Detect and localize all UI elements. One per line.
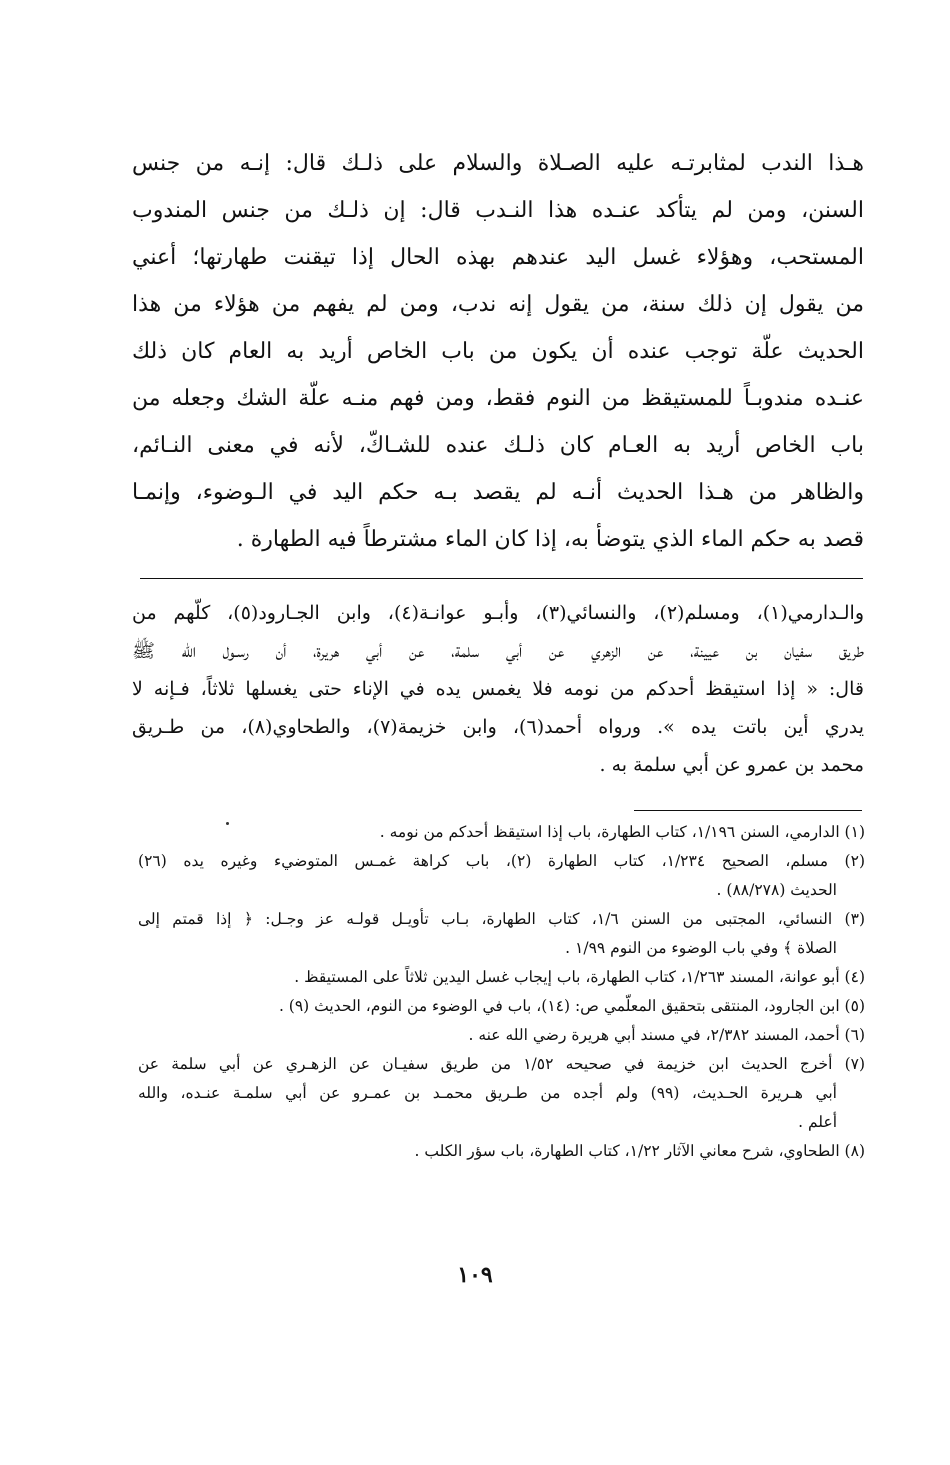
footnote-line: (٢) مسلم، الصحيح ١/٢٣٤، كتاب الطهارة (٢)، باب كراهة غمـس المتوضيء وغيره يده (٢٦) bbox=[138, 852, 865, 870]
continuation-paragraph bbox=[132, 594, 864, 784]
continuation-line: محمد بن عمرو عن أبي سلمة به . bbox=[599, 754, 864, 776]
footnote-3 bbox=[138, 905, 865, 963]
footnote-line: (١) الدارمي، السنن ١/١٩٦، كتاب الطهارة، باب إذا استيقظ أحدكم من نومه . bbox=[379, 823, 865, 841]
main-footnote-divider bbox=[140, 578, 863, 579]
footnote-6 bbox=[138, 1021, 865, 1050]
main-line: الحديث علّة توجب عنده أن يكون من باب الخاص أريد به العام كان ذلك bbox=[132, 339, 864, 364]
footnotes-list bbox=[138, 818, 865, 1166]
footnote-2 bbox=[138, 847, 865, 905]
footnote-line: أعلم . bbox=[798, 1113, 837, 1131]
footnote-4 bbox=[138, 963, 865, 992]
footnote-7 bbox=[138, 1050, 865, 1137]
footnote-line: (٤) أبو عوانة، المسند ١/٢٦٣، كتاب الطهارة، باب إيجاب غسل اليدين ثلاثاً على المستيقظ . bbox=[294, 968, 865, 986]
footnote-line: (٣) النسائي، المجتبى من السنن ١/٦، كتاب الطهارة، بـاب تأويـل قولـه عز وجـل: ﴿ إذا قمتم إلى bbox=[138, 910, 865, 928]
main-line: السنن، ومن لم يتأكد عنـده هذا النـدب قال: إن ذلـك من جنس المندوب bbox=[132, 198, 864, 223]
continuation-line: طريق سفيان بن عيينة، عن الزهري عن أبي سلمة، عن أبي هريرة، أن رسـول الله ﷺ bbox=[132, 640, 864, 662]
footnote-line: الصلاة ﴾ وفي باب الوضوء من النوم ١/٩٩ . bbox=[565, 939, 837, 957]
main-line: باب الخاص أريد به العـام كان ذلـك عنده للشـاكّ، لأنه في معنى النـائم، bbox=[132, 433, 864, 458]
main-line: قصد به حكم الماء الذي يتوضأ به، إذا كان الماء مشترطاً فيه الطهارة . bbox=[236, 527, 864, 552]
footnote-line: (٧) أخرج الحديث ابن خزيمة في صحيحه ١/٥٢ من طريق سفيـان عن الزهـري عن أبي سلمة عن bbox=[138, 1055, 866, 1073]
footnote-line: (٥) ابن الجارود، المنتقى بتحقيق المعلّمي ص: (١٤)، باب في الوضوء من النوم، الحديث (٩) . bbox=[278, 997, 865, 1015]
main-line: والظاهر من هـذا الحديث أنـه لم يقصد بـه حكم اليد في الـوضوء، وإنمـا bbox=[132, 480, 864, 505]
main-line: هـذا الندب لمثابرتـه عليه الصـلاة والسلام على ذلـك قال: إنـه من جنس bbox=[132, 151, 864, 176]
footnote-5 bbox=[138, 992, 865, 1021]
footnotes-divider bbox=[634, 810, 862, 811]
continuation-line: يدري أين باتت يده ». ورواه أحمد(٦)، وابن خزيمة(٧)، والطحاوي(٨)، من طـريق bbox=[132, 716, 865, 738]
page-number: ١٠٩ bbox=[457, 1262, 493, 1288]
footnote-line: الحديث (٨٨/٢٧٨) . bbox=[716, 881, 837, 899]
continuation-line: قال: « إذا استيقظ أحدكم من نومه فلا يغمس يده في الإناء حتى يغسلها ثلاثاً، فـإنه لا bbox=[132, 678, 864, 700]
footnote-line: (٦) أحمد، المسند ٢/٣٨٢، في مسند أبي هريرة رضي الله عنه . bbox=[468, 1026, 865, 1044]
main-line: من يقول إن ذلك سنة، من يقول إنه ندب، ومن لم يفهم من هؤلاء من هذا bbox=[132, 292, 864, 317]
footnote-8 bbox=[138, 1137, 865, 1166]
main-line: المستحب، وهؤلاء غسل اليد عندهم بهذه الحال إذا تيقنت طهارتها؛ أعني bbox=[132, 245, 864, 270]
footnote-line: أبي هـريرة الحـديث، (٩٩) ولم أجده من طـريق محمـد بن عمـرو عن أبي سلمـة عنـده، والله bbox=[138, 1084, 837, 1102]
continuation-line: والـدارمي(١)، ومسلم(٢)، والنسائي(٣)، وأبـو عوانـة(٤)، وابن الجـارود(٥)، كلّهم من bbox=[132, 602, 864, 624]
main-paragraph bbox=[132, 140, 864, 563]
footnote-line: (٨) الطحاوي، شرح معاني الآثار ١/٢٢، كتاب الطهارة، باب سؤر الكلب . bbox=[414, 1142, 865, 1160]
main-line: عنـده مندوبـاً للمستيقظ من النوم فقط، ومن فهم منـه علّة الشك وجعله من bbox=[132, 386, 864, 411]
footnote-1 bbox=[138, 818, 865, 847]
